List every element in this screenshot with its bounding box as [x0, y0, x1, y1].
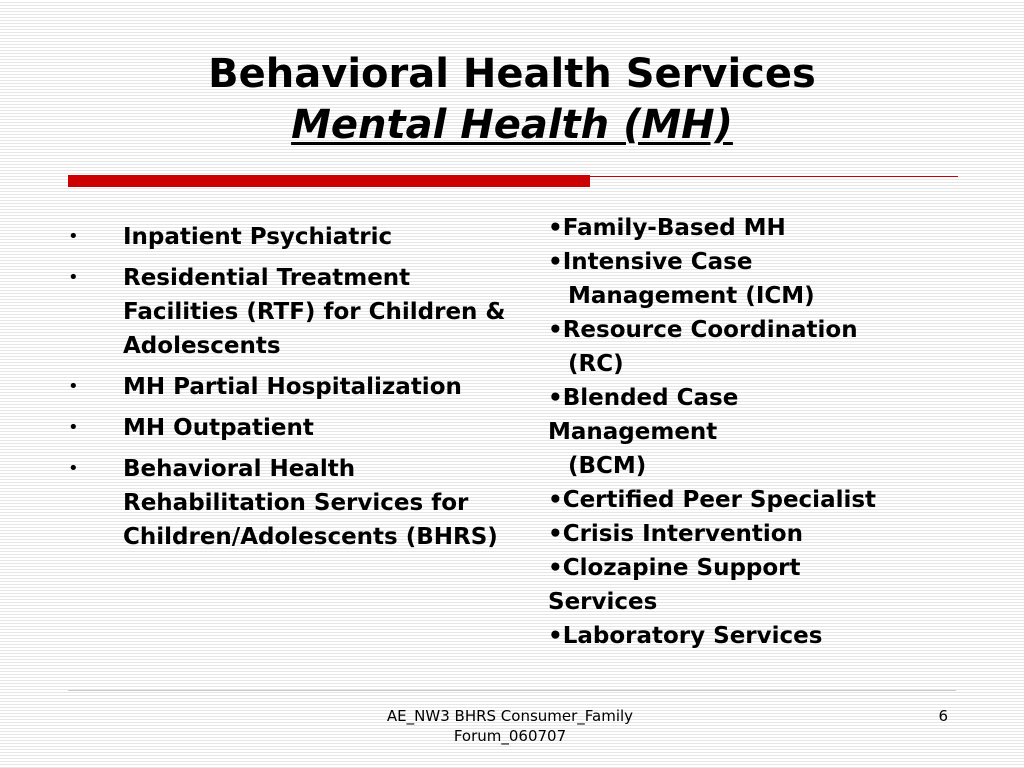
list-item	[68, 220, 518, 254]
list-item-text: Behavioral Health Rehabilitation Services for Children/Adolescents (BHRS)	[123, 456, 498, 550]
right-service-list	[548, 211, 968, 653]
title-subtitle: Mental Health (MH)	[291, 102, 733, 148]
bullet-icon: •	[68, 267, 79, 288]
list-item	[68, 411, 518, 445]
title-main: Behavioral Health Services	[208, 51, 816, 97]
footer-divider	[68, 690, 956, 691]
list-line: •Clozapine Support	[548, 555, 801, 581]
bullet-icon: •	[68, 226, 79, 247]
footer-caption: AE_NW3 BHRS Consumer_Family Forum_060707	[386, 707, 634, 745]
bullet-icon: •	[68, 417, 79, 438]
list-line: •Family-Based MH	[548, 215, 786, 241]
list-line: •Certified Peer Specialist	[548, 487, 877, 513]
left-service-list	[68, 220, 518, 561]
list-item-text: MH Partial Hospitalization	[123, 374, 462, 400]
title-divider-thin-line	[590, 176, 958, 177]
list-line-continuation: (RC)	[568, 351, 624, 377]
list-line: •Blended Case	[548, 385, 739, 411]
list-line: •Resource Coordination	[548, 317, 858, 343]
bullet-icon: •	[68, 458, 79, 479]
list-item-text: Inpatient Psychiatric	[123, 224, 393, 250]
list-line: •Intensive Case	[548, 249, 753, 275]
list-line: •Laboratory Services	[548, 623, 823, 649]
list-item-text: Residential Treatment Facilities (RTF) for Children & Adolescents	[123, 265, 506, 359]
page-number: 6	[938, 707, 948, 725]
title-divider-red-bar	[68, 175, 590, 187]
list-line-continuation: Management	[548, 419, 718, 445]
list-line: •Crisis Intervention	[548, 521, 803, 547]
list-line-continuation: Services	[548, 589, 658, 615]
list-line-continuation: Management (ICM)	[568, 283, 815, 309]
list-line-continuation: (BCM)	[568, 453, 647, 479]
list-item	[68, 452, 518, 554]
bullet-icon: •	[68, 376, 79, 397]
list-item-text: MH Outpatient	[123, 415, 314, 441]
slide-title	[0, 48, 1024, 150]
list-item	[68, 370, 518, 404]
list-item	[68, 261, 518, 363]
